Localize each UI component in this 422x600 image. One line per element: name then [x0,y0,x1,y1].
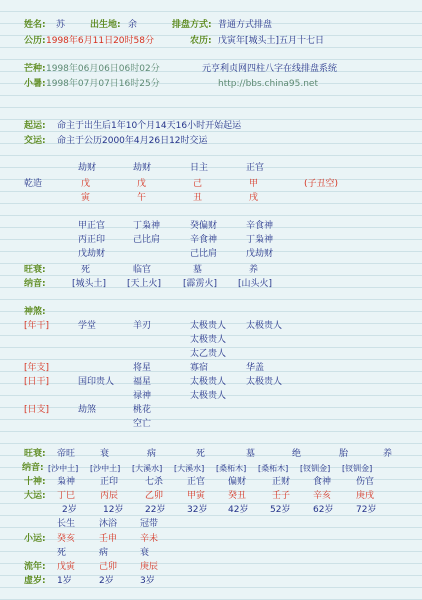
dayun-wangshuai: 墓 [246,449,256,459]
shensha-item: 桃花 [133,405,152,415]
jiaoyun-label: 交运: [24,136,46,146]
pillar-tiangan-shishen: 正官 [246,163,265,173]
pillar-tiangan: 甲 [249,179,259,189]
nayin-label: 纳音: [24,279,46,289]
birthplace-label: 出生地: [90,20,121,30]
dayun-nayin-label: 纳音: [22,463,44,473]
shensha-item: 国印贵人 [78,377,115,387]
lunar-date-label: 农历: [190,36,212,46]
dayun-shishen: 正财 [272,477,291,487]
suishu-age: 1岁 [57,576,72,586]
dayun-shishen: 正印 [100,477,119,487]
dayun-ganzhi: 丁巳 [57,491,76,501]
dayun-label: 大运: [24,491,46,501]
canggan-item: 己比肩 [190,249,218,259]
shensha-item: 太极贵人 [190,391,227,401]
dayun-age: 22岁 [145,505,166,515]
dayun-wangshuai: 衰 [100,449,110,459]
dayun-shishen: 枭神 [57,477,76,487]
dayun-nayin: [大溪水] [132,464,163,473]
canggan-item: 癸偏财 [190,221,218,231]
dayun-wangshuai: 养 [383,449,393,459]
xiaoyun-ganzhi: 癸亥 [57,534,76,544]
pillar-dizhi: 丑 [193,193,203,203]
solar-date-value: 1998年6月11日20时58分 [46,36,154,46]
dayun-nayin: [钗钏金] [342,464,373,473]
shensha-item: 太极贵人 [246,321,283,331]
dayun-wangshuai-label: 旺衰: [24,449,46,459]
canggan-item: 丁枭神 [246,235,274,245]
dayun-shishen-label: 十神: [24,477,46,487]
pillar-tiangan: 戊 [137,179,147,189]
xiaoyun-state: 衰 [140,548,150,558]
shensha-item: 华盖 [246,363,265,373]
pillar-dizhi: 戌 [249,193,259,203]
dayun-age: 42岁 [228,505,249,515]
xiaoyun-state: 病 [99,548,109,558]
dayun-age: 62岁 [313,505,334,515]
shensha-day-zhi-label: [日支] [24,405,50,415]
shensha-item: 劫煞 [78,405,97,415]
canggan-item: 戊劫财 [78,249,106,259]
dayun-age: 72岁 [356,505,377,515]
liunian-ganzhi: 戊寅 [57,562,76,572]
shensha-day-gan-label: [日干] [24,377,50,387]
canggan-item: 辛食神 [190,235,218,245]
kongwang-text: (子丑空) [304,179,339,189]
xiaoyun-ganzhi: 壬申 [99,534,118,544]
dayun-nayin: [沙中土] [48,464,79,473]
pillar-nayin: [天上火] [127,279,162,289]
pillar-wangshuai: 墓 [193,265,203,275]
shensha-item: 学堂 [78,321,97,331]
dayun-nayin: [沙中土] [90,464,121,473]
site-name: 元亨利贞网四柱八字在线排盘系统 [202,64,338,74]
pillar-wangshuai: 临官 [133,265,152,275]
xiaoyun-ganzhi: 辛未 [140,534,159,544]
wangshuai-label: 旺衰: [24,265,46,275]
dayun-wangshuai: 帝旺 [57,449,76,459]
dayun-shishen: 七杀 [145,477,164,487]
canggan-item: 甲正官 [78,221,106,231]
suishu-age: 3岁 [140,576,155,586]
pillar-nayin: [城头土] [72,279,107,289]
canggan-item: 丙正印 [78,235,106,245]
shensha-item: 将星 [133,363,152,373]
shensha-item: 太极贵人 [190,377,227,387]
qiankao-label: 乾造 [24,179,43,189]
xiaoyun-state: 死 [57,548,67,558]
lunar-date-value: 戊寅年[城头土]五月十七日 [218,36,325,46]
birthplace-value: 余 [128,20,138,30]
dayun-age: 12岁 [103,505,124,515]
dayun-wangshuai: 绝 [292,449,302,459]
dayun-shishen: 伤官 [356,477,375,487]
dayun-ganzhi: 丙辰 [100,491,119,501]
liunian-ganzhi: 己卯 [99,562,118,572]
qiyun-label: 起运: [24,121,46,131]
dayun-wangshuai: 病 [147,449,157,459]
suishu-label: 虚岁: [24,576,46,586]
solar-term-end-value: 1998年07月07日16时25分 [46,79,160,89]
dayun-nayin: [桑柘木] [258,464,289,473]
shensha-item: 太极贵人 [190,335,227,345]
pillar-dizhi: 午 [137,193,147,203]
pillar-dizhi: 寅 [81,193,91,203]
dayun-age: 32岁 [187,505,208,515]
dayun-shishen: 食神 [313,477,332,487]
pillar-tiangan: 戊 [81,179,91,189]
pillar-wangshuai: 养 [249,265,259,275]
canggan-item: 己比肩 [133,235,161,245]
dayun-ganzhi: 甲寅 [187,491,206,501]
shensha-item: 太乙贵人 [190,349,227,359]
dayun-ganzhi: 壬子 [272,491,291,501]
dayun-shishen: 正官 [187,477,206,487]
dayun-ganzhi: 辛亥 [313,491,332,501]
method-label: 排盘方式: [172,20,212,30]
suishu-age: 2岁 [99,576,114,586]
method-value: 普通方式排盘 [218,20,273,30]
shensha-item: 羊刃 [133,321,152,331]
liunian-ganzhi: 庚辰 [140,562,159,572]
canggan-item: 戊劫财 [246,249,274,259]
dayun-age: 2岁 [62,505,77,515]
site-url-link[interactable]: http://bbs.china95.net [218,79,319,89]
xiaoyun-state: 长生 [57,519,76,529]
dayun-wangshuai: 胎 [339,449,349,459]
shensha-item: 福星 [133,377,152,387]
shensha-year-zhi-label: [年支] [24,363,50,373]
shensha-item: 空亡 [133,419,152,429]
dayun-nayin: [大溪水] [174,464,205,473]
name-value: 苏 [56,20,66,30]
dayun-nayin: [钗钏金] [300,464,331,473]
pillar-nayin: [霹雳火] [183,279,218,289]
shensha-title: 神煞: [24,307,46,317]
dayun-ganzhi: 癸丑 [228,491,247,501]
dayun-ganzhi: 庚戌 [356,491,375,501]
qiyun-text: 命主于出生后1年10个月14天16小时开始起运 [57,121,242,131]
dayun-age: 52岁 [270,505,291,515]
shensha-item: 寡宿 [190,363,209,373]
shensha-item: 太极贵人 [246,377,283,387]
solar-term-start-label: 芒种: [24,64,46,74]
jiaoyun-text: 命主于公历2000年4月26日12时交运 [57,136,208,146]
shensha-year-gan-label: [年干] [24,321,50,331]
canggan-item: 辛食神 [246,221,274,231]
solar-term-start-value: 1998年06月06日06时02分 [46,64,160,74]
solar-date-label: 公历: [24,36,46,46]
dayun-ganzhi: 乙卯 [145,491,164,501]
pillar-tiangan-shishen: 劫财 [78,163,97,173]
canggan-item: 丁枭神 [133,221,161,231]
name-label: 姓名: [24,20,46,30]
pillar-tiangan: 己 [193,179,203,189]
pillar-wangshuai: 死 [81,265,91,275]
shensha-item: 太极贵人 [190,321,227,331]
shensha-item: 禄神 [133,391,152,401]
pillar-tiangan-shishen: 日主 [190,163,209,173]
dayun-wangshuai: 死 [196,449,206,459]
xiaoyun-state: 冠带 [140,519,159,529]
dayun-shishen: 偏财 [228,477,247,487]
pillar-tiangan-shishen: 劫财 [133,163,152,173]
pillar-nayin: [山头火] [238,279,273,289]
dayun-nayin: [桑柘木] [216,464,247,473]
xiaoyun-label: 小运: [24,534,46,544]
solar-term-end-label: 小暑: [24,79,46,89]
liunian-label: 流年: [24,562,46,572]
xiaoyun-state: 沐浴 [99,519,118,529]
